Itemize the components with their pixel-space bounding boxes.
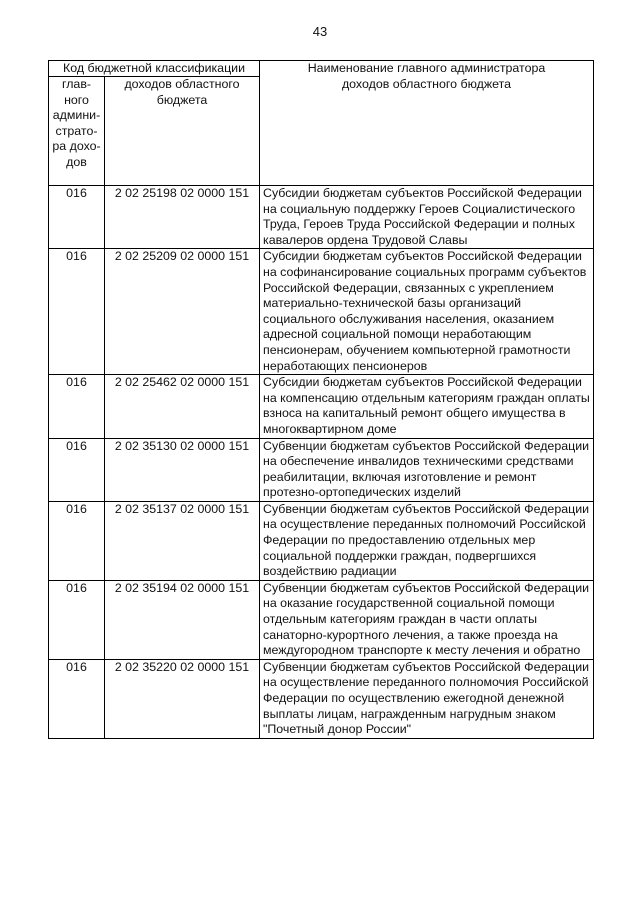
revenue-name-cell: Субвенции бюджетам субъектов Российской Федерации на оказание государственной социальной помощи отдельным категориям граждан в части оплаты санаторно-курортного лечения, а также проезда на междугородном транспорте к месту лечения и обратно bbox=[260, 580, 594, 659]
revenue-name-cell: Субсидии бюджетам субъектов Российской Федерации на софинансирование социальных программ субъектов Российской Федерации, связанных с укреплением материально-технической базы организаций социального обслуживания населения, оказанием адресной социальной помощи неработающим пенсионерам, обучением компьютерной грамотности неработающих пенсионеров bbox=[260, 249, 594, 375]
header-administrator-name bbox=[260, 61, 594, 186]
admin-code-cell: 016 bbox=[49, 249, 105, 375]
revenue-code-cell: 2 02 35194 02 0000 151 bbox=[105, 580, 260, 659]
revenue-name-cell: Субсидии бюджетам субъектов Российской Федерации на социальную поддержку Героев Социалистического Труда, Героев Труда Российской Федерации и полных кавалеров ордена Трудовой Славы bbox=[260, 186, 594, 249]
header-main-administrator-text: глав- ного админи- страто- ра дохо- дов bbox=[52, 77, 101, 169]
revenue-code-cell: 2 02 25462 02 0000 151 bbox=[105, 375, 260, 438]
admin-code-cell: 016 bbox=[49, 375, 105, 438]
header-main-administrator bbox=[49, 77, 105, 186]
revenue-name-cell: Субвенции бюджетам субъектов Российской Федерации на осуществление переданного полномочия Российской Федерации по осуществлению ежегодной денежной выплаты лицам, награжденным нагрудным знаком "Почетный донор России" bbox=[260, 659, 594, 738]
header-budget-classification-code: Код бюджетной классификации bbox=[49, 61, 260, 77]
admin-code-cell: 016 bbox=[49, 659, 105, 738]
admin-code-cell: 016 bbox=[49, 580, 105, 659]
revenue-code-cell: 2 02 35137 02 0000 151 bbox=[105, 501, 260, 580]
header-regional-budget-revenue-text: доходов областного бюджета bbox=[124, 77, 240, 107]
admin-code-cell: 016 bbox=[49, 186, 105, 249]
header-regional-budget-revenue bbox=[105, 77, 260, 186]
table-row bbox=[49, 580, 594, 659]
table-row bbox=[49, 501, 594, 580]
table-row bbox=[49, 249, 594, 375]
header-administrator-name-text: Наименование главного администратора доходов областного бюджета bbox=[307, 61, 546, 91]
admin-code-cell: 016 bbox=[49, 501, 105, 580]
table-row bbox=[49, 375, 594, 438]
revenue-code-cell: 2 02 35220 02 0000 151 bbox=[105, 659, 260, 738]
revenue-name-cell: Субсидии бюджетам субъектов Российской Федерации на компенсацию отдельным категориям граждан оплаты взноса на капитальный ремонт общего имущества в многоквартирном доме bbox=[260, 375, 594, 438]
revenue-name-cell: Субвенции бюджетам субъектов Российской Федерации на осуществление переданных полномочий Российской Федерации по предоставлению отдельных мер социальной поддержки граждан, подвергшихся воздействию радиации bbox=[260, 501, 594, 580]
revenue-name-cell: Субвенции бюджетам субъектов Российской Федерации на обеспечение инвалидов техническими средствами реабилитации, включая изготовление и ремонт протезно-ортопедических изделий bbox=[260, 438, 594, 501]
table-row bbox=[49, 659, 594, 738]
budget-classification-table bbox=[48, 60, 594, 739]
page-number: 43 bbox=[312, 24, 328, 39]
table-row bbox=[49, 438, 594, 501]
revenue-code-cell: 2 02 25209 02 0000 151 bbox=[105, 249, 260, 375]
table-row bbox=[49, 186, 594, 249]
header-row-group bbox=[49, 61, 594, 77]
admin-code-cell: 016 bbox=[49, 438, 105, 501]
revenue-code-cell: 2 02 35130 02 0000 151 bbox=[105, 438, 260, 501]
revenue-code-cell: 2 02 25198 02 0000 151 bbox=[105, 186, 260, 249]
